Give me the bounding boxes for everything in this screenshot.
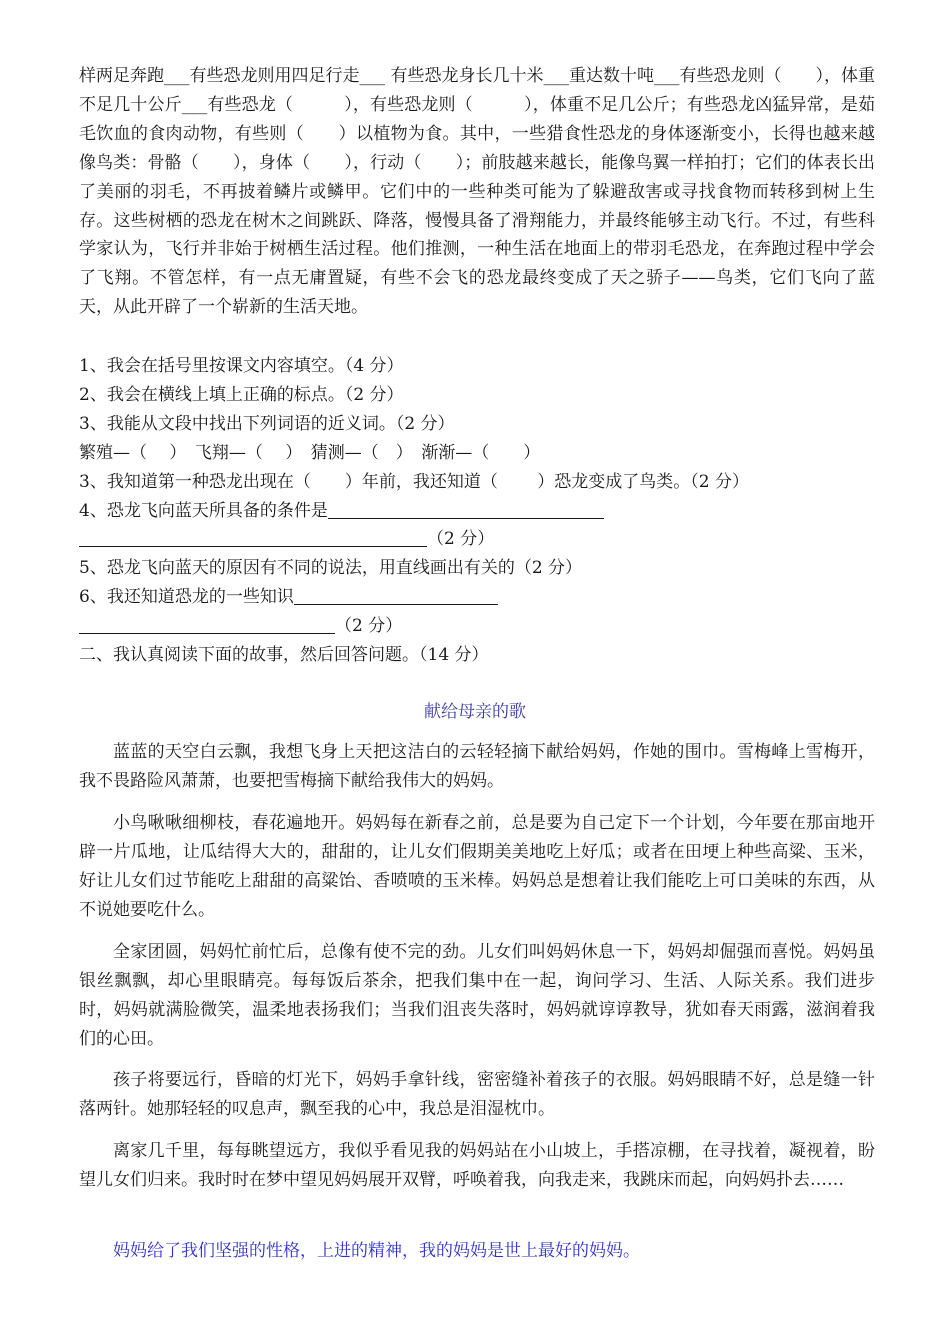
question-4-text: 4、恐龙飞向蓝天所具备的条件是 (79, 501, 328, 521)
story-paragraph: 蓝蓝的天空白云飘，我想飞身上天把这洁白的云轻轻摘下献给妈妈，作她的围巾。雪梅峰上雪梅开，我不畏路险风萧萧，也要把雪梅摘下献给我伟大的妈妈。 (79, 742, 875, 791)
question-6-text: 6、我还知道恐龙的一些知识 (79, 587, 294, 607)
story-closing-line: 妈妈给了我们坚强的性格，上进的精神，我的妈妈是世上最好的妈妈。 (113, 1241, 640, 1261)
story-title: 献给母亲的歌 (424, 702, 526, 722)
story-paragraph: 孩子将要远行，昏暗的灯光下，妈妈手拿针线，密密缝补着孩子的衣服。妈妈眼睛不好，总是缝一针落两针。她那轻轻的叹息声，飘至我的心中，我总是泪湿枕巾。 (79, 1070, 875, 1119)
question-6-continued (79, 611, 402, 636)
answer-line[interactable] (328, 499, 604, 519)
story-paragraph: 离家几千里，每每眺望远方，我似乎看见我的妈妈站在小山坡上，手搭凉棚，在寻找着，凝视着，盼望儿女们归来。我时时在梦中望见妈妈展开双臂，呼唤着我，向我走来，我跳床而起，向妈妈扑去…… (79, 1141, 875, 1190)
answer-line[interactable] (79, 614, 335, 634)
section-2-heading: 二、我认真阅读下面的故事，然后回答问题。（14 分） (79, 645, 489, 665)
question-6-score: （2 分） (335, 616, 403, 636)
question-4-continued (79, 524, 494, 549)
question-3-synonyms: 3、我能从文段中找出下列词语的近义词。（2 分） (79, 414, 455, 434)
question-3-origin: 3、我知道第一种恐龙出现在（ ）年前，我还知道（ ）恐龙变成了鸟类。（2 分） (79, 472, 749, 492)
question-5: 5、恐龙飞向蓝天的原因有不同的说法，用直线画出有关的（2 分） (79, 558, 583, 578)
question-4-row (79, 496, 604, 521)
story-paragraph: 全家团圆，妈妈忙前忙后，总像有使不完的劲。儿女们叫妈妈休息一下，妈妈却倔强而喜悦。妈妈虽银丝飘飘，却心里眼睛亮。每每饭后茶余，把我们集中在一起，询问学习、生活、人际关系。我们进步时，妈妈就满脸微笑，温柔地表扬我们；当我们沮丧失落时，妈妈就谆谆教导，犹如春天雨露，滋润着我们的心田。 (79, 942, 875, 1049)
dinosaur-passage: 样两足奔跑___有些恐龙则用四足行走___ 有些恐龙身长几十米___重达数十吨___有些恐龙则（ ），体重不足几十公斤___有些恐龙（ ），有些恐龙则（ ），体重不足几公斤；有些恐龙凶猛异常，是茹毛饮血的食肉动物，有些则（ ）以植物为食。其中，一些猎食性恐龙的身体逐渐变小，长得也越来越像鸟类：骨骼（ ），身体（ ），行动（ ）；前肢越来越长，能像鸟翼一样拍打；它们的体表长出了美丽的羽毛，不再披着鳞片或鳞甲。它们中的一些种类可能为了躲避敌害或寻找食物而转移到树上生存。这些树栖的恐龙在树木之间跳跃、降落，慢慢具备了滑翔能力，并最终能够主动飞行。不过，有些科学家认为，飞行并非始于树栖生活过程。他们推测，一种生活在地面上的带羽毛恐龙，在奔跑过程中学会了飞翔。不管怎样，有一点无庸置疑，有些不会飞的恐龙最终变成了天之骄子——鸟类，它们飞向了蓝天，从此开辟了一个崭新的生活天地。 (79, 66, 875, 318)
question-4-score: （2 分） (427, 529, 495, 549)
answer-line[interactable] (79, 527, 427, 547)
question-2: 2、我会在横线上填上正确的标点。（2 分） (79, 385, 404, 405)
question-6-row (79, 582, 498, 607)
question-1: 1、我会在括号里按课文内容填空。（4 分） (79, 356, 404, 376)
answer-line[interactable] (294, 585, 498, 605)
story-paragraph: 小鸟啾啾细柳枝，春花遍地开。妈妈每在新春之前，总是要为自己定下一个计划，今年要在那亩地开辟一片瓜地，让瓜结得大大的，甜甜的，让儿女们假期美美地吃上好瓜；或者在田埂上种些高粱、玉米，好让儿女们过节能吃上甜甜的高粱饴、香喷喷的玉米棒。妈妈总是想着让我们能吃上可口美味的东西，从不说她要吃什么。 (79, 813, 875, 920)
synonym-items: 繁殖—（ ） 飞翔—（ ） 猜测—（ ） 渐渐—（ ） (79, 443, 541, 463)
